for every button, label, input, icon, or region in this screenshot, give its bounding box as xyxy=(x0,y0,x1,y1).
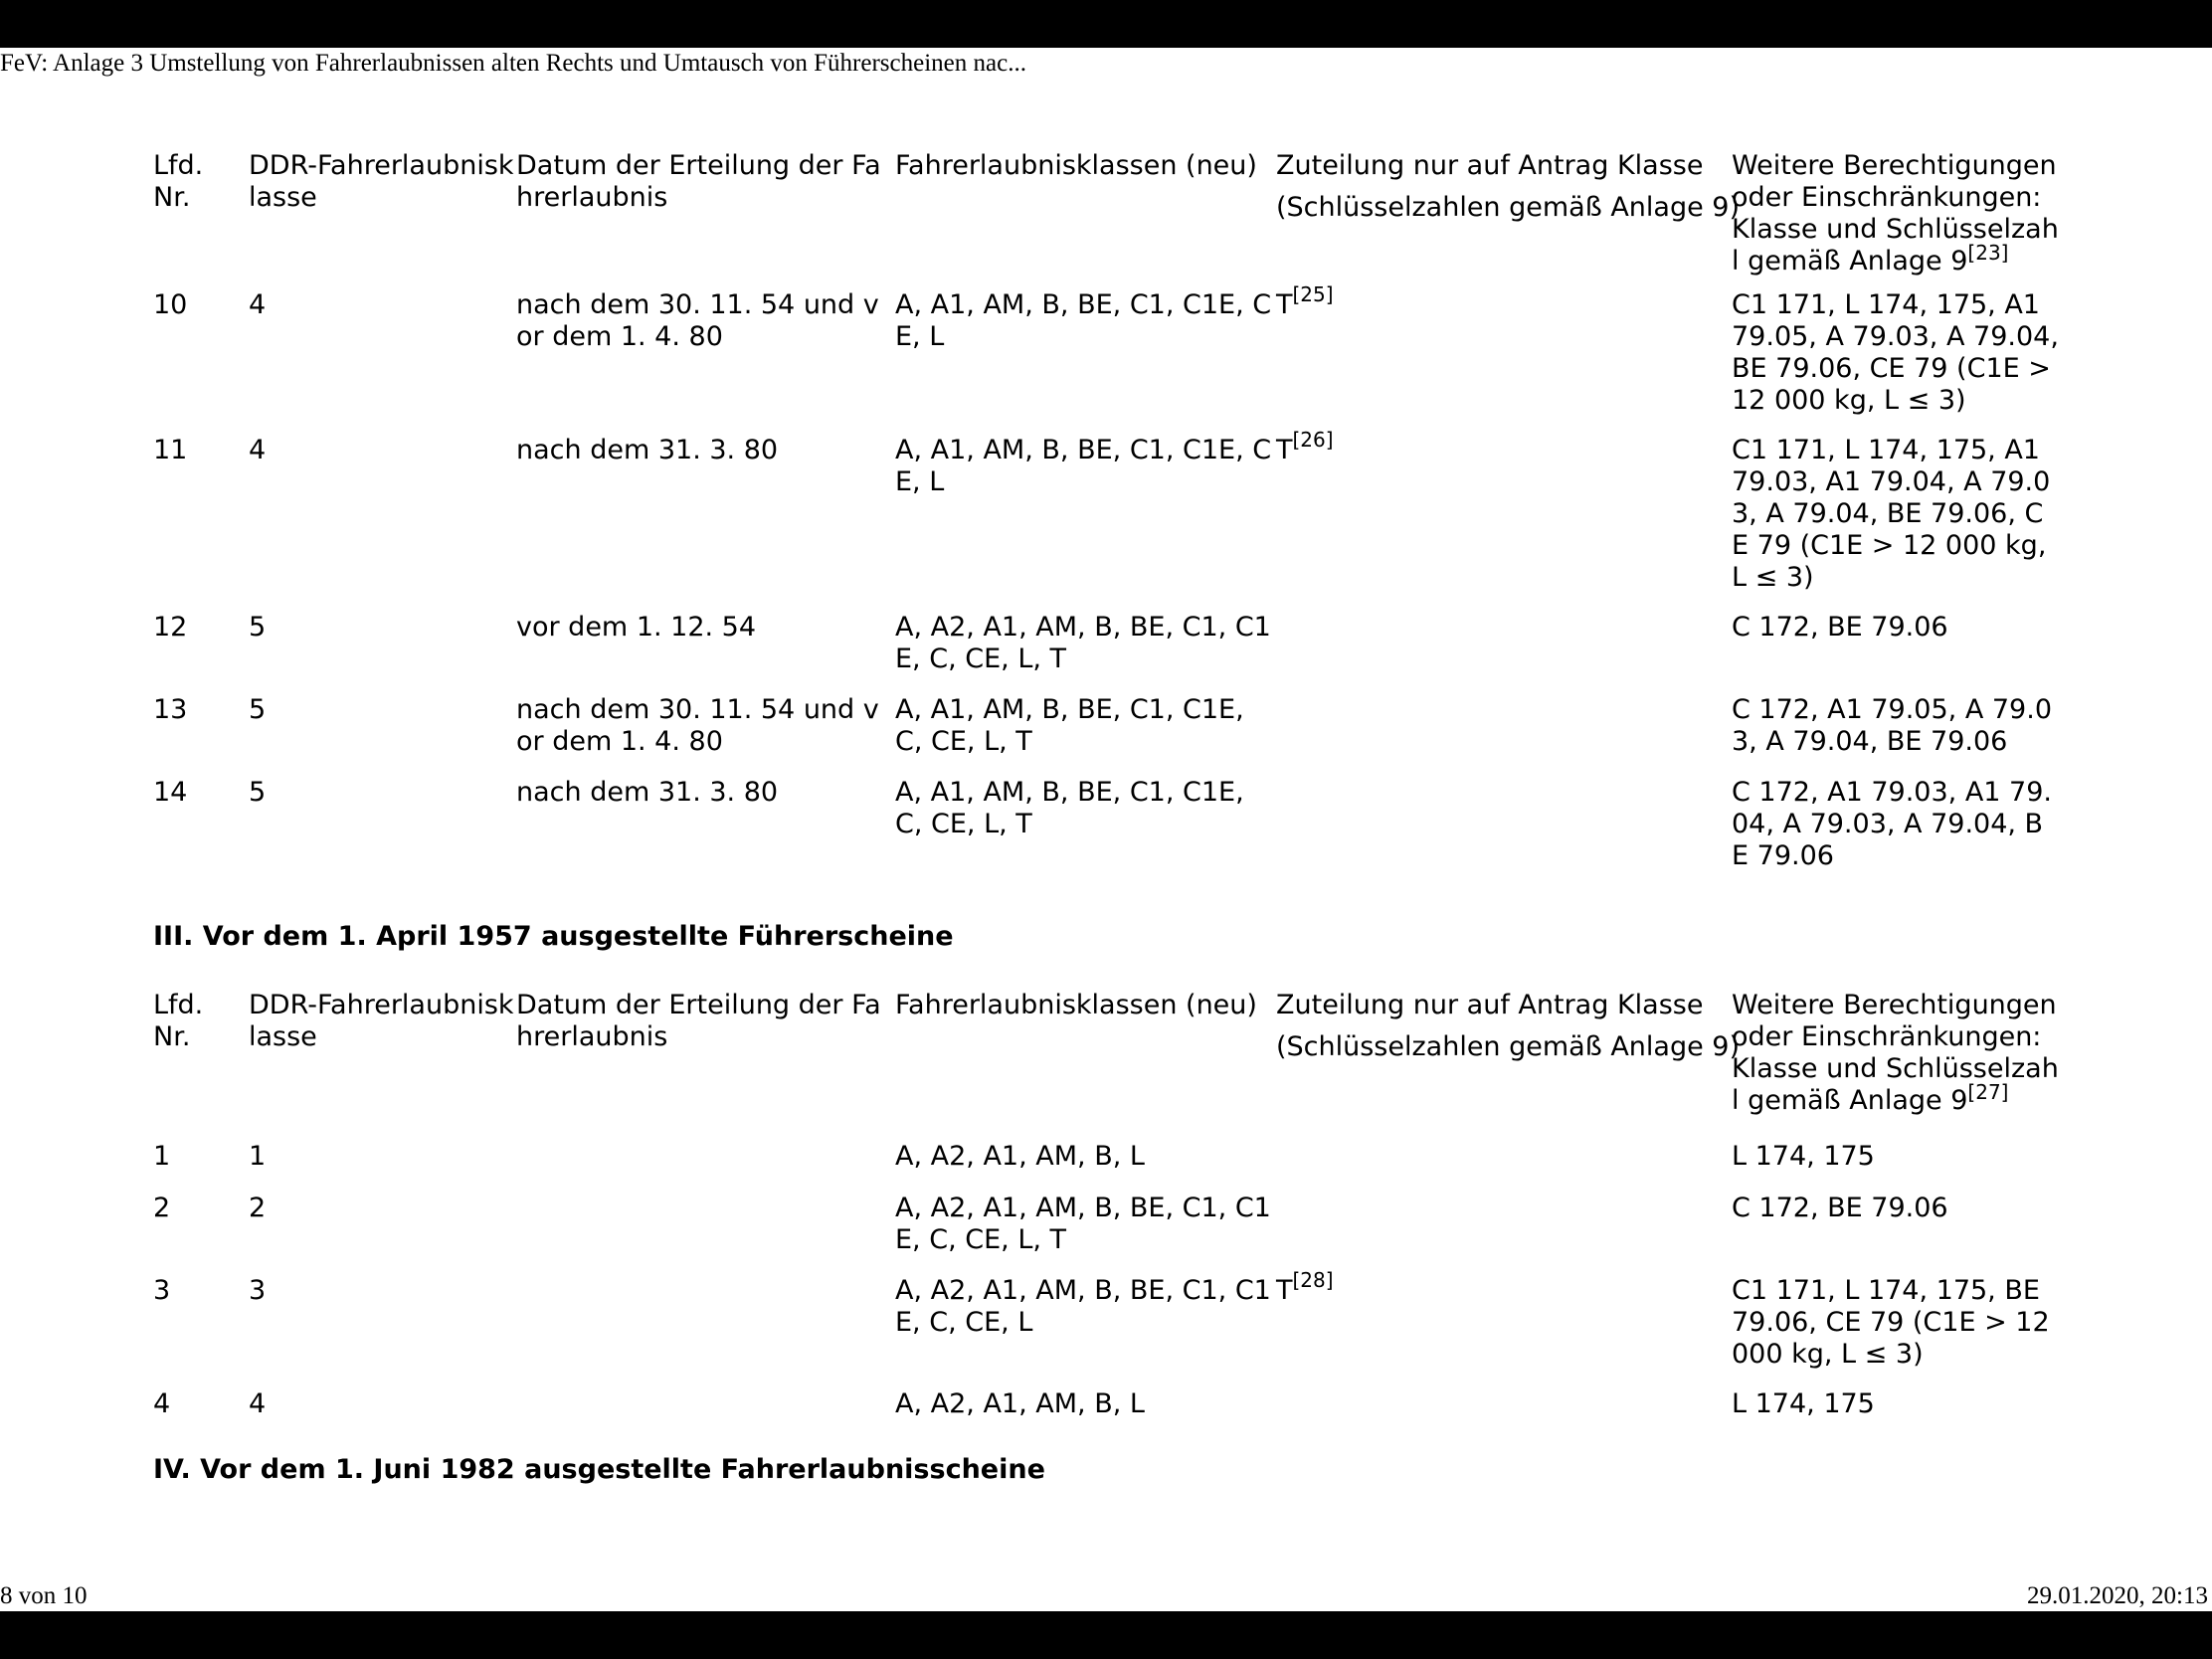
cell-klassen-neu: A, A1, AM, B, BE, C1, C1E, CE, L xyxy=(895,289,1272,352)
cell-antrag-text: T xyxy=(1276,289,1293,320)
cell-nr: 12 xyxy=(153,612,188,643)
cell-klasse: 5 xyxy=(249,612,267,643)
section-heading-iii: III. Vor dem 1. April 1957 ausgestellte Führerscheine xyxy=(153,921,954,952)
header-lfd-nr: Lfd. Nr. xyxy=(153,990,204,1052)
header-lfd-nr: Lfd. Nr. xyxy=(153,150,204,213)
cell-klasse: 5 xyxy=(249,777,267,808)
header-zuteilung xyxy=(1276,985,1740,1068)
cell-datum: nach dem 30. 11. 54 und vor dem 1. 4. 80 xyxy=(516,289,879,352)
header-zuteilung-line2: (Schlüsselzahlen gemäß Anlage 9) xyxy=(1276,192,1740,223)
header-datum: Datum der Erteilung der Fahrerlaubnis xyxy=(516,990,881,1052)
print-timestamp: 29.01.2020, 20:13 xyxy=(2027,1582,2208,1609)
cell-klasse: 3 xyxy=(249,1275,267,1306)
cell-antrag xyxy=(1276,282,1734,322)
cell-datum: nach dem 31. 3. 80 xyxy=(516,435,779,465)
cell-klassen-neu: A, A2, A1, AM, B, L xyxy=(895,1388,1145,1419)
cell-nr: 10 xyxy=(153,289,188,320)
cell-datum: nach dem 30. 11. 54 und vor dem 1. 4. 80 xyxy=(516,694,879,757)
cell-klasse: 1 xyxy=(249,1141,267,1172)
top-black-bar xyxy=(0,0,2212,48)
cell-weitere: C 172, A1 79.05, A 79.03, A 79.04, BE 79.06 xyxy=(1732,694,2052,757)
cell-weitere: C 172, BE 79.06 xyxy=(1732,612,1948,643)
bottom-black-bar xyxy=(0,1611,2212,1659)
footnote-ref: [26] xyxy=(1292,428,1334,452)
footnote-ref: [28] xyxy=(1292,1268,1334,1292)
cell-klasse: 4 xyxy=(249,435,267,465)
cell-antrag-text: T xyxy=(1276,1275,1293,1306)
cell-antrag-text: T xyxy=(1276,435,1293,465)
cell-nr: 3 xyxy=(153,1275,171,1306)
cell-weitere: C 172, BE 79.06 xyxy=(1732,1193,1948,1223)
footnote-ref: [23] xyxy=(1967,241,2009,265)
cell-nr: 1 xyxy=(153,1141,171,1172)
cell-weitere: C 172, A1 79.03, A1 79.04, A 79.03, A 79.04, BE 79.06 xyxy=(1732,777,2052,871)
cell-antrag xyxy=(1276,428,1734,467)
cell-datum: vor dem 1. 12. 54 xyxy=(516,612,757,643)
cell-nr: 2 xyxy=(153,1193,171,1223)
header-zuteilung-line2: (Schlüsselzahlen gemäß Anlage 9) xyxy=(1276,1031,1740,1062)
header-weitere-text: Weitere Berechtigungen oder Einschränkungen: Klasse und Schlüsselzahl gemäß Anlage 9 xyxy=(1732,150,2059,276)
cell-weitere: C1 171, L 174, 175, A1 79.03, A1 79.04, A 79.03, A 79.04, BE 79.06, CE 79 (C1E > 12 000 kg, L ≤ 3) xyxy=(1732,435,2051,593)
header-weitere xyxy=(1732,150,2060,277)
footnote-ref: [27] xyxy=(1967,1080,2009,1104)
cell-klasse: 5 xyxy=(249,694,267,725)
cell-nr: 11 xyxy=(153,435,188,465)
footnote-ref: [25] xyxy=(1292,282,1334,306)
header-weitere-text: Weitere Berechtigungen oder Einschränkungen: Klasse und Schlüsselzahl gemäß Anlage 9 xyxy=(1732,990,2059,1116)
cell-klassen-neu: A, A1, AM, B, BE, C1, C1E, C, CE, L, T xyxy=(895,694,1244,757)
section-heading-iv: IV. Vor dem 1. Juni 1982 ausgestellte Fahrerlaubnisscheine xyxy=(153,1454,1045,1485)
header-zuteilung-line1: Zuteilung nur auf Antrag Klasse xyxy=(1276,990,1704,1020)
page-indicator: 8 von 10 xyxy=(0,1582,88,1609)
cell-klasse: 4 xyxy=(249,1388,267,1419)
cell-klassen-neu: A, A1, AM, B, BE, C1, C1E, CE, L xyxy=(895,435,1272,497)
cell-weitere: L 174, 175 xyxy=(1732,1388,1875,1419)
cell-klassen-neu: A, A2, A1, AM, B, BE, C1, C1E, C, CE, L, T xyxy=(895,612,1271,674)
page-header-title: FeV: Anlage 3 Umstellung von Fahrerlaubnissen alten Rechts und Umtausch von Führerscheinen nac... xyxy=(0,50,1026,77)
cell-nr: 14 xyxy=(153,777,188,808)
cell-weitere: L 174, 175 xyxy=(1732,1141,1875,1172)
cell-klassen-neu: A, A2, A1, AM, B, BE, C1, C1E, C, CE, L, T xyxy=(895,1193,1271,1255)
cell-klassen-neu: A, A1, AM, B, BE, C1, C1E, C, CE, L, T xyxy=(895,777,1244,839)
cell-klassen-neu: A, A2, A1, AM, B, L xyxy=(895,1141,1145,1172)
cell-nr: 13 xyxy=(153,694,188,725)
header-datum: Datum der Erteilung der Fahrerlaubnis xyxy=(516,150,881,213)
header-klassen-neu: Fahrerlaubnisklassen (neu) xyxy=(895,990,1257,1020)
header-zuteilung xyxy=(1276,145,1740,229)
cell-klasse: 2 xyxy=(249,1193,267,1223)
header-klassen-neu: Fahrerlaubnisklassen (neu) xyxy=(895,150,1257,181)
cell-nr: 4 xyxy=(153,1388,171,1419)
header-zuteilung-line1: Zuteilung nur auf Antrag Klasse xyxy=(1276,150,1704,181)
cell-klasse: 4 xyxy=(249,289,267,320)
header-ddr-klasse: DDR-Fahrerlaubnisklasse xyxy=(249,990,514,1052)
cell-antrag xyxy=(1276,1268,1734,1308)
cell-weitere: C1 171, L 174, 175, A1 79.05, A 79.03, A 79.04, BE 79.06, CE 79 (C1E > 12 000 kg, L ≤ 3) xyxy=(1732,289,2059,416)
cell-datum: nach dem 31. 3. 80 xyxy=(516,777,779,808)
cell-klassen-neu: A, A2, A1, AM, B, BE, C1, C1E, C, CE, L xyxy=(895,1275,1271,1338)
header-ddr-klasse: DDR-Fahrerlaubnisklasse xyxy=(249,150,514,213)
header-weitere xyxy=(1732,990,2060,1117)
cell-weitere: C1 171, L 174, 175, BE 79.06, CE 79 (C1E > 12 000 kg, L ≤ 3) xyxy=(1732,1275,2050,1370)
